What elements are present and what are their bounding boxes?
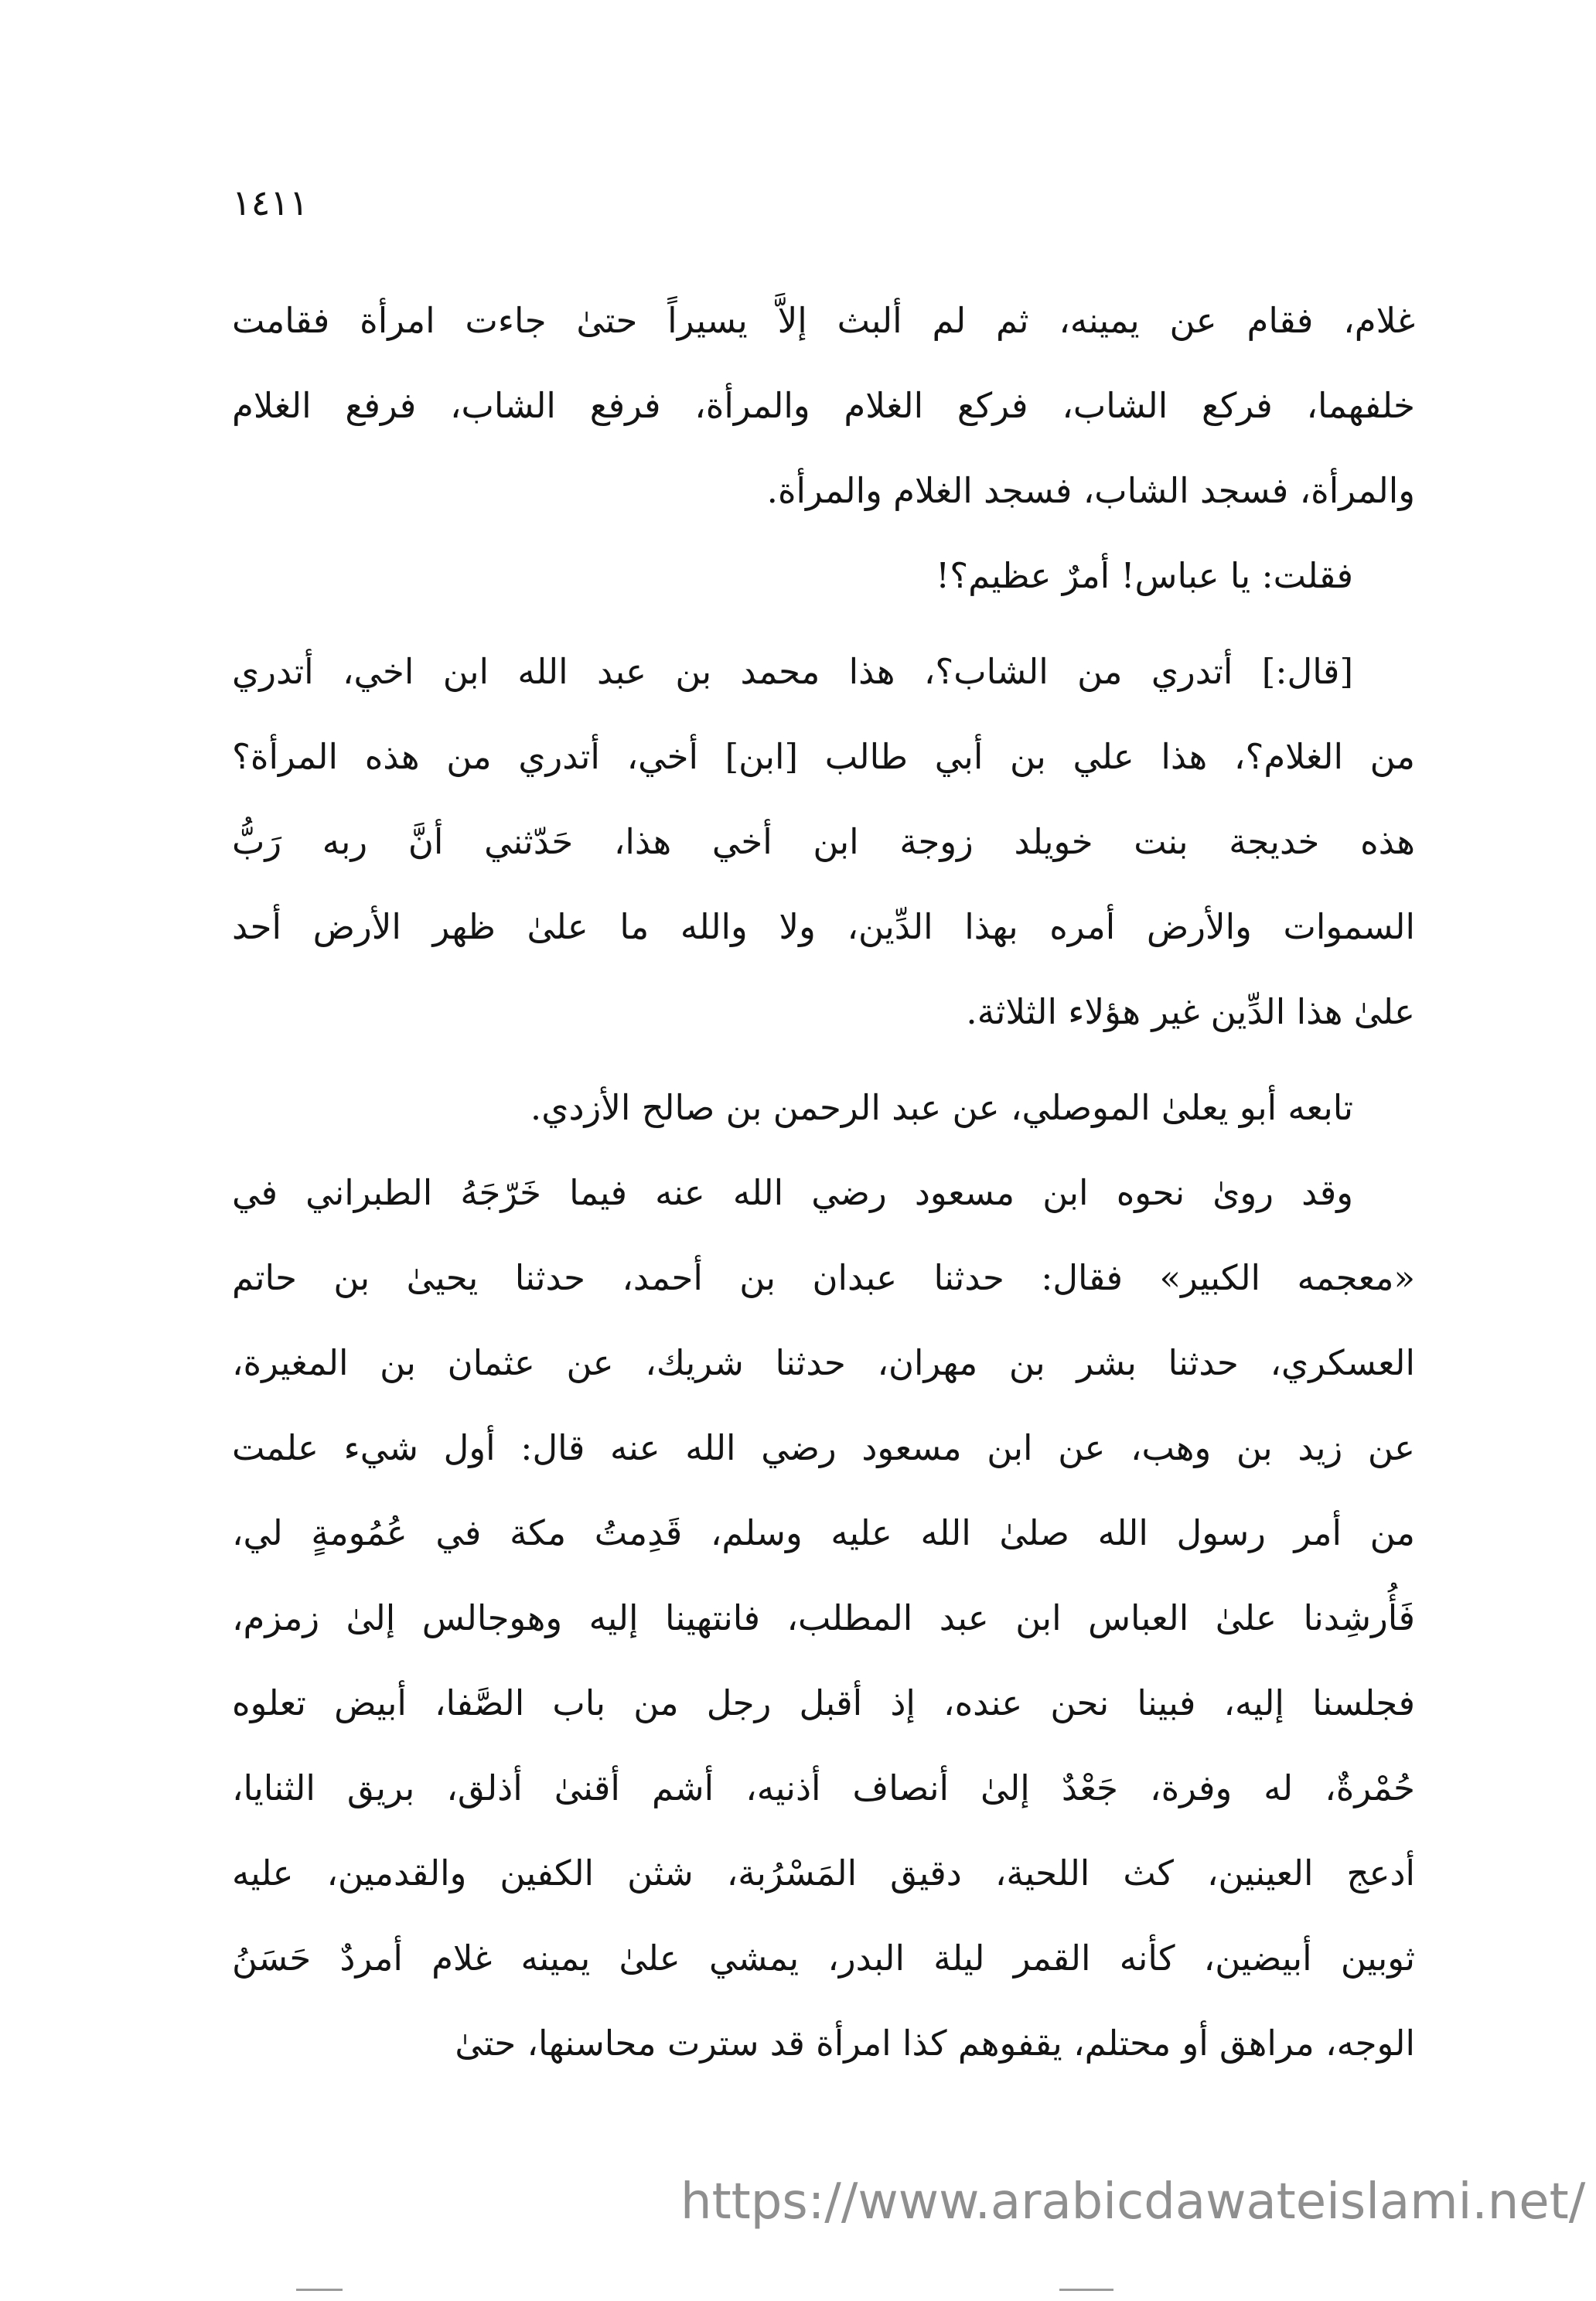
paragraph-2	[232, 533, 1415, 619]
body-text	[232, 278, 1415, 2086]
paragraph-4	[232, 1065, 1415, 1150]
text-line: ثوبين أبيضين، كأنه القمر ليلة البدر، يمشي علىٰ يمينه غلام أمردٌ حَسَنُ	[232, 1938, 1415, 1979]
text-line: غلام، فقام عن يمينه، ثم لم ألبث إلاَّ يسيراً حتىٰ جاءت امرأة فقامت	[232, 300, 1415, 341]
text-line: علىٰ هذا الدِّين غير هؤلاء الثلاثة.	[966, 991, 1415, 1032]
text-line: «معجمه الكبير» فقال: حدثنا عبدان بن أحمد، حدثنا يحيىٰ بن حاتم	[232, 1257, 1415, 1298]
text-line: الوجه، مراهق أو محتلم، يقفوهم كذا امرأة قد سترت محاسنها، حتىٰ	[455, 2023, 1415, 2064]
paragraph-3	[232, 629, 1415, 1055]
text-line: والمرأة، فسجد الشاب، فسجد الغلام والمرأة.	[766, 470, 1415, 511]
text-line: عن زيد بن وهب، عن ابن مسعود رضي الله عنه قال: أول شيء علمت	[232, 1427, 1415, 1468]
footer-divider	[296, 2289, 343, 2291]
text-line: فقلت: يا عباس! أمرٌ عظيم؟!	[936, 555, 1353, 596]
text-line: السموات والأرض أمره بهذا الدِّين، ولا والله ما علىٰ ظهر الأرض أحد	[232, 906, 1415, 947]
text-line: أدعج العينين، كث اللحية، دقيق المَسْرُبة، شثن الكفين والقدمين، عليه	[232, 1853, 1415, 1894]
text-line: وقد روىٰ نحوه ابن مسعود رضي الله عنه فيما خَرّجَهُ الطبراني في	[232, 1172, 1353, 1213]
footer-divider	[1059, 2289, 1113, 2291]
text-line: فجلسنا إليه، فبينا نحن عنده، إذ أقبل رجل من باب الصَّفا، أبيض تعلوه	[232, 1682, 1415, 1723]
text-line: العسكري، حدثنا بشر بن مهران، حدثنا شريك، عن عثمان بن المغيرة،	[232, 1342, 1415, 1383]
text-line: فَأُرشِدنا علىٰ العباس ابن عبد المطلب، فانتهينا إليه وهوجالس إلىٰ زمزم،	[232, 1597, 1415, 1638]
text-line: خلفهما، فركع الشاب، فركع الغلام والمرأة، فرفع الشاب، فرفع الغلام	[232, 385, 1415, 426]
paragraph-1	[232, 278, 1415, 533]
text-line: [قال:] أتدري من الشاب؟، هذا محمد بن عبد الله ابن اخي، أتدري	[232, 651, 1353, 692]
text-line: هذه خديجة بنت خويلد زوجة ابن أخي هذا، حَدّثني أنَّ ربه رَبُّ	[232, 821, 1415, 862]
page-number: ١٤١١	[232, 182, 309, 223]
paragraph-5	[232, 1150, 1415, 2086]
text-line: حُمْرةٌ، له وفرة، جَعْدٌ إلىٰ أنصاف أذنيه، أشم أقنىٰ أذلق، بريق الثنايا،	[232, 1768, 1415, 1808]
watermark-url[interactable]: https://www.arabicdawateislami.net/	[680, 2173, 1586, 2231]
text-line: من أمر رسول الله صلىٰ الله عليه وسلم، قَدِمتُ مكة في عُمُومةٍ لي،	[232, 1512, 1415, 1553]
text-line: من الغلام؟، هذا علي بن أبي طالب [ابن] أخي، أتدري من هذه المرأة؟	[232, 736, 1415, 777]
text-line: تابعه أبو يعلىٰ الموصلي، عن عبد الرحمن بن صالح الأزدي.	[530, 1087, 1353, 1128]
